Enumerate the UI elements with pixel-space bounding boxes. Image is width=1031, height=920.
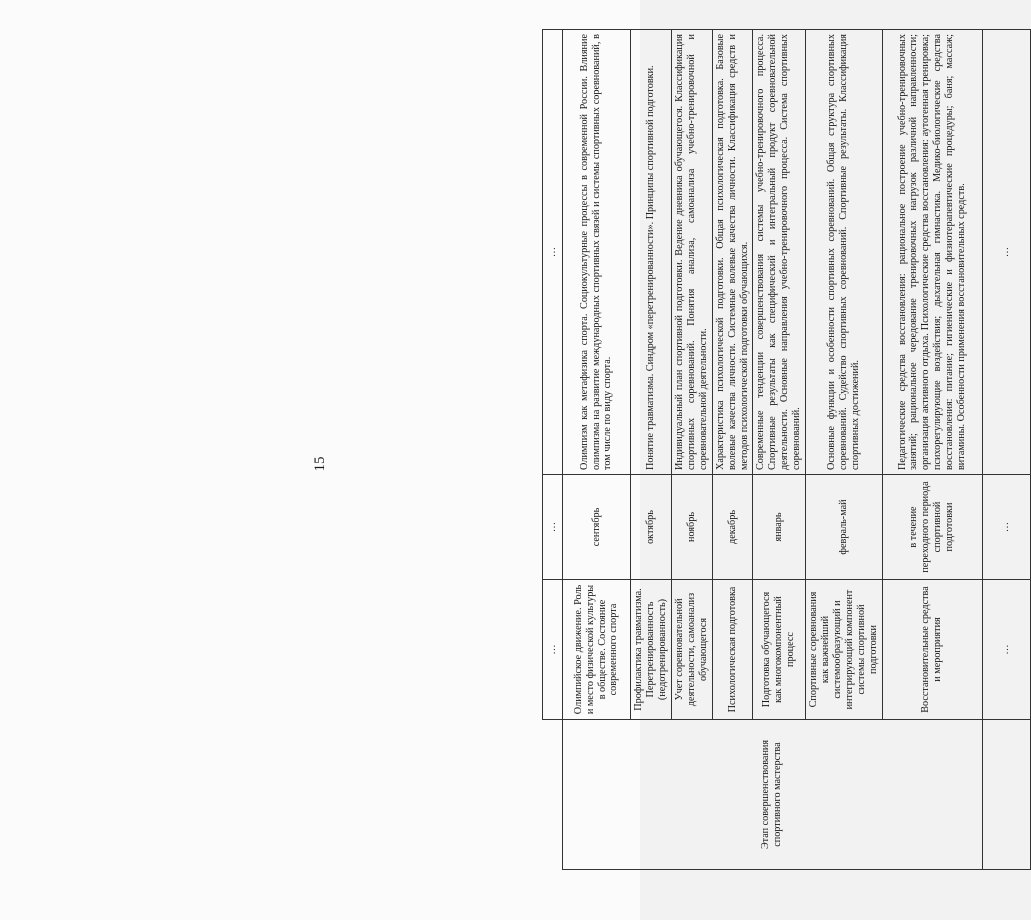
page-number: 15	[312, 456, 328, 472]
table-row-continuation-bottom	[982, 30, 1030, 870]
topic-cell: Подготовка обучающегося как многокомпонентный процесс	[753, 580, 806, 720]
topic-cell: Психологическая подготовка	[712, 580, 753, 720]
table-row	[563, 30, 631, 870]
date-cell: октябрь	[631, 475, 672, 580]
content-cell: Понятие травматизма. Синдром «перетренированности». Принципы спортивной подготовки.	[631, 30, 672, 475]
content-cell: Педагогические средства восстановления: рациональное построение учебно-тренировочных занятий; рациональное чередование тренировочных нагрузок различной направленности; организация активного отдыха. Психологические средства восстановления: аутогенная тренировка; психорегулирующие воздействия; дыхательная гимнастика. Медико-биологические средства восстановления: питание; гигиенические и физиотерапевтические процедуры; баня; массаж; витамины. Особенности применения восстановительных средств.	[882, 30, 982, 475]
content-cell: Олимпизм как метафизика спорта. Социокультурные процессы в современной России. Влияние олимпизма на развитие международных спортивных связей и системы спортивных соревнований, в том числе по виду спорта.	[563, 30, 631, 475]
date-cell: сентябрь	[563, 475, 631, 580]
date-cell: февраль-май	[806, 475, 883, 580]
table-cell: …	[543, 30, 563, 475]
table-cell: …	[982, 30, 1030, 475]
topic-cell: Учет соревновательной деятельности, самоанализ обучающегося	[671, 580, 712, 720]
content-cell: Характеристика психологической подготовки. Общая психологическая подготовка. Базовые волевые качества личности. Системные волевые качества личности. Классификация средств и методов психологической подготовки обучающихся.	[712, 30, 753, 475]
table-cell: …	[982, 475, 1030, 580]
content-cell: Индивидуальный план спортивной подготовки. Ведение дневника обучающегося. Классификация спортивных соревнований. Понятия анализа, самоанализа учебно-тренировочной и соревновательной деятельности.	[671, 30, 712, 475]
date-cell: в течение переходного периода спортивной подготовки	[882, 475, 982, 580]
topic-cell: Профилактика травматизма. Перетренированность (недотренированность)	[631, 580, 672, 720]
table-cell: …	[543, 580, 563, 720]
table-row-continuation-top	[543, 30, 563, 870]
date-cell: декабрь	[712, 475, 753, 580]
date-cell: январь	[753, 475, 806, 580]
date-cell: ноябрь	[671, 475, 712, 580]
table-cell	[543, 720, 563, 870]
stage-cell: Этап совершенствования спортивного мастерства	[563, 720, 983, 870]
table-cell: …	[982, 580, 1030, 720]
content-cell: Современные тенденции совершенствования системы учебно-тренировочного процесса. Спортивные результаты как специфический и интегральный продукт соревновательной деятельности. Основные направления учебно-тренировочного процесса. Система спортивных соревнований.	[753, 30, 806, 475]
program-table	[542, 29, 1031, 870]
topic-cell: Олимпийское движение. Роль и место физической культуры в обществе. Состояние современного спорта	[563, 580, 631, 720]
rotated-table-wrapper	[542, 30, 1012, 870]
table-cell	[982, 720, 1030, 870]
topic-cell: Восстановительные средства и мероприятия	[882, 580, 982, 720]
content-cell: Основные функции и особенности спортивных соревнований. Общая структура спортивных соревнований. Судейство спортивных соревнований. Спортивные результаты. Классификация спортивных достижений.	[806, 30, 883, 475]
table-cell: …	[543, 475, 563, 580]
topic-cell: Спортивные соревнования как важнейший системообразующий и интегрирующий компонент системы спортивной подготовки	[806, 580, 883, 720]
